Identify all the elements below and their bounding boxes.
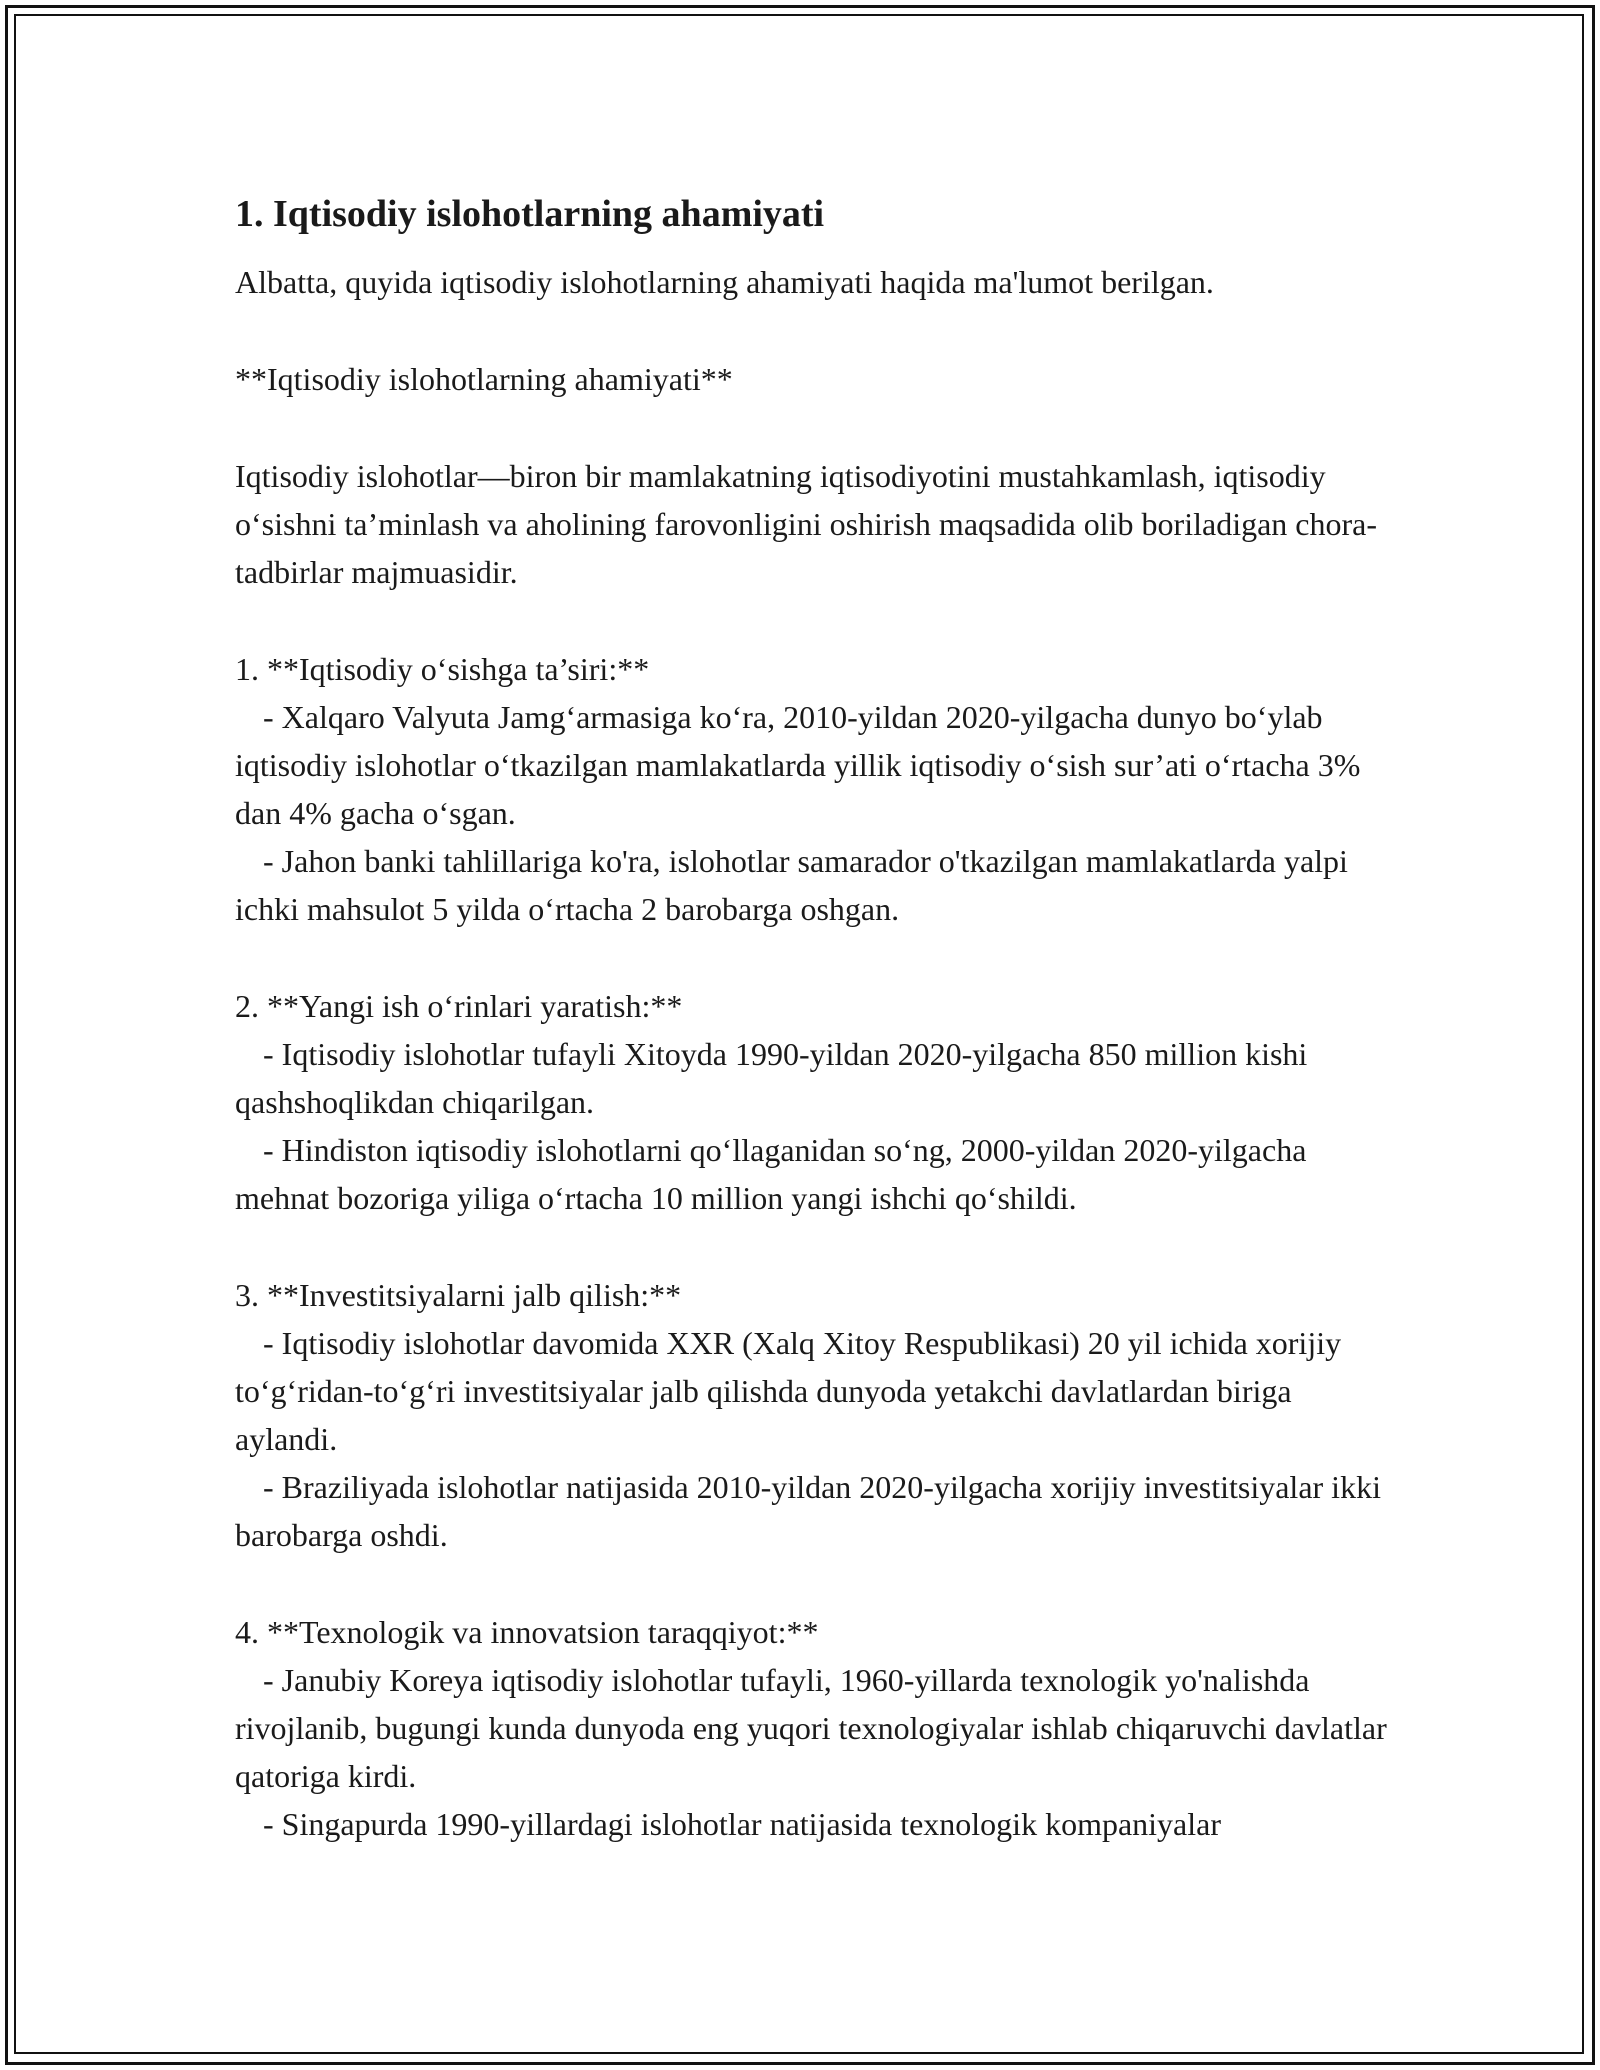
list-item (235, 1656, 1395, 1800)
section-heading: 2. **Yangi ish o‘rinlari yaratish:** (235, 988, 683, 1024)
list-item-text: - Xalqaro Valyuta Jamg‘armasiga ko‘ra, 2010-yildan 2020-yilgacha dunyo bo‘ylab iqtisodiy islohotlar o‘tkazilgan mamlakatlarda yillik iqtisodiy o‘sish sur’ati o‘rtacha 3% dan 4% gacha o‘sgan. (235, 699, 1361, 831)
list-item (235, 1126, 1395, 1222)
list-item (235, 693, 1395, 837)
definition-paragraph: Iqtisodiy islohotlar—biron bir mamlakatning iqtisodiyotini mustahkamlash, iqtisodiy o‘sishni ta’minlash va aholining farovonligini oshirish maqsadida olib boriladigan chora-tadbirlar majmuasidir. (235, 458, 1377, 590)
section-4 (235, 1608, 1395, 1848)
list-item-text: - Jahon banki tahlillariga ko'ra, islohotlar samarador o'tkazilgan mamlakatlarda yalpi ichki mahsulot 5 yilda o‘rtacha 2 barobarga oshgan. (235, 843, 1348, 927)
list-item-text: - Singapurda 1990-yillardagi islohotlar natijasida texnologik kompaniyalar (263, 1806, 1221, 1842)
spacer (235, 1559, 1395, 1608)
list-item-text: - Iqtisodiy islohotlar tufayli Xitoyda 1990-yildan 2020-yilgacha 850 million kishi qashshoqlikdan chiqarilgan. (235, 1036, 1308, 1120)
section-1 (235, 645, 1395, 933)
section-heading: 1. **Iqtisodiy o‘sishga ta’siri:** (235, 651, 650, 687)
section-heading: 3. **Investitsiyalarni jalb qilish:** (235, 1277, 682, 1313)
spacer (235, 933, 1395, 982)
section-3 (235, 1271, 1395, 1559)
document-body (235, 190, 1395, 1848)
intro-paragraph: Albatta, quyida iqtisodiy islohotlarning ahamiyati haqida ma'lumot berilgan. (235, 264, 1214, 300)
list-item-text: - Janubiy Koreya iqtisodiy islohotlar tufayli, 1960-yillarda texnologik yo'nalishda rivojlanib, bugungi kunda dunyoda eng yuqori texnologiyalar ishlab chiqaruvchi davlatlar qatoriga kirdi. (235, 1662, 1387, 1794)
spacer (235, 596, 1395, 645)
document-title: 1. Iqtisodiy islohotlarning ahamiyati (235, 193, 825, 235)
subtitle-paragraph: **Iqtisodiy islohotlarning ahamiyati** (235, 361, 733, 397)
list-item (235, 1463, 1395, 1559)
spacer (235, 403, 1395, 452)
section-heading: 4. **Texnologik va innovatsion taraqqiyot:** (235, 1614, 819, 1650)
section-2 (235, 982, 1395, 1222)
spacer (235, 306, 1395, 355)
spacer (235, 1222, 1395, 1271)
list-item-text: - Hindiston iqtisodiy islohotlarni qo‘llaganidan so‘ng, 2000-yildan 2020-yilgacha mehnat bozoriga yiliga o‘rtacha 10 million yangi ishchi qo‘shildi. (235, 1132, 1307, 1216)
list-item (235, 1319, 1395, 1463)
list-item-text: - Iqtisodiy islohotlar davomida XXR (Xalq Xitoy Respublikasi) 20 yil ichida xorijiy to‘g‘ridan-to‘g‘ri investitsiyalar jalb qilishda dunyoda yetakchi davlatlardan biriga aylandi. (235, 1325, 1342, 1457)
list-item (235, 1030, 1395, 1126)
list-item-text: - Braziliyada islohotlar natijasida 2010-yildan 2020-yilgacha xorijiy investitsiyalar ikki barobarga oshdi. (235, 1469, 1381, 1553)
list-item (235, 1800, 1395, 1848)
list-item (235, 837, 1395, 933)
